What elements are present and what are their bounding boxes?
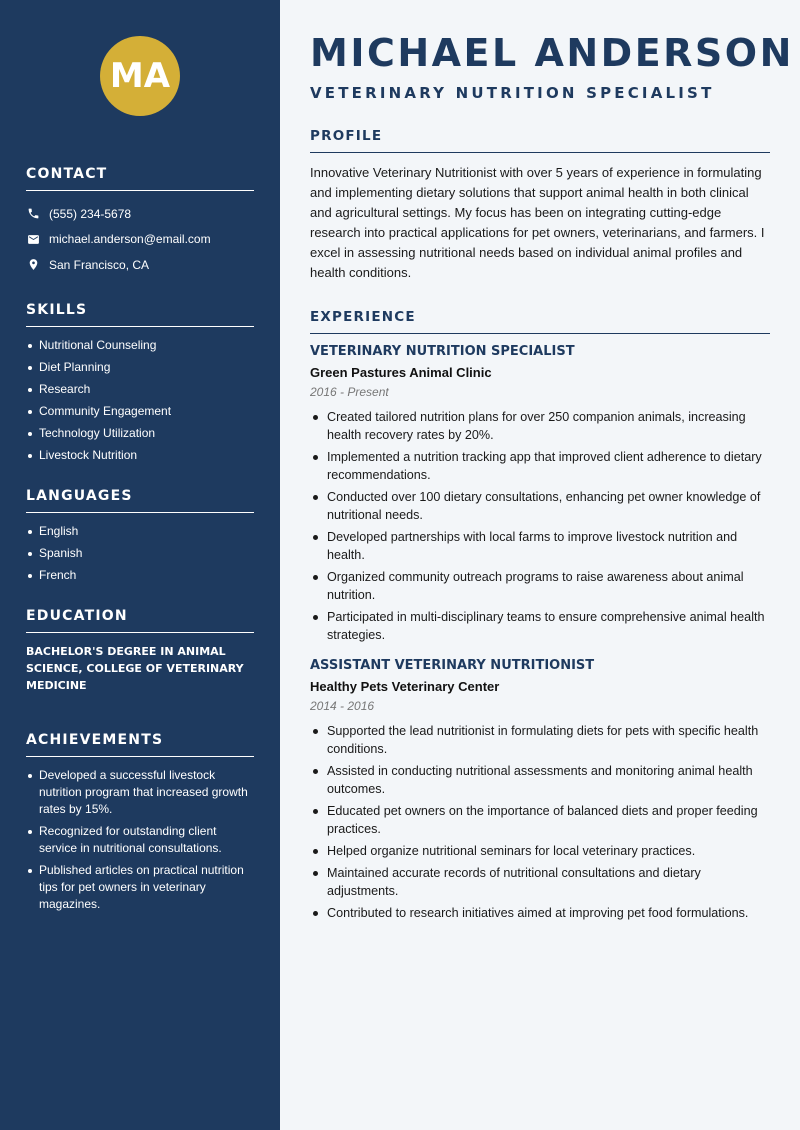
profile-text: Innovative Veterinary Nutritionist with over 5 years of experience in formulating and implementing dietary solutions that support animal health in both clinical and agricultural settings. My focus has been on integrating cutting-edge research into practical applications for pet owners, veterinarians, and farmers. I excel in assessing nutritional needs based on individual animal profiles and health conditions.: [310, 165, 765, 280]
job-bullet: Implemented a nutrition tracking app that improved client adherence to dietary recommendations.: [310, 448, 770, 484]
job-bullets: [310, 408, 770, 644]
job-bullet: Helped organize nutritional seminars for local veterinary practices.: [310, 842, 770, 860]
job-bullet: Supported the lead nutritionist in formulating diets for pets with specific health conditions.: [310, 722, 770, 758]
contact-location: [26, 252, 254, 278]
location-pin-icon: [26, 258, 40, 272]
candidate-title: VETERINARY NUTRITION SPECIALIST: [310, 84, 715, 102]
job-bullet: Contributed to research initiatives aimed at improving pet food formulations.: [310, 904, 770, 922]
skill-item: Nutritional Counseling: [26, 337, 254, 354]
profile-section: [310, 128, 770, 283]
achievement-item: Recognized for outstanding client service in nutritional consultations.: [26, 823, 254, 857]
contact-email: [26, 227, 254, 253]
job-bullet: Developed partnerships with local farms to improve livestock nutrition and health.: [310, 528, 770, 564]
job-bullet: Conducted over 100 dietary consultations, enhancing pet owner knowledge of nutritional needs.: [310, 488, 770, 524]
achievements-heading: ACHIEVEMENTS: [26, 732, 254, 757]
language-item: Spanish: [26, 545, 254, 562]
achievement-item: Published articles on practical nutrition tips for pet owners in veterinary magazines.: [26, 862, 254, 913]
language-item: English: [26, 523, 254, 540]
main-content: [280, 0, 800, 1130]
languages-section: [26, 488, 254, 584]
job-bullets: [310, 722, 770, 922]
job-entry: [310, 658, 770, 922]
candidate-name: MICHAEL ANDERSON: [310, 31, 794, 75]
job-bullet: Educated pet owners on the importance of balanced diets and proper feeding practices.: [310, 802, 770, 838]
skills-heading: SKILLS: [26, 302, 254, 327]
email-text: michael.anderson@email.com: [49, 232, 211, 247]
job-title: ASSISTANT VETERINARY NUTRITIONIST: [310, 658, 595, 673]
job-dates: 2016 - Present: [310, 385, 389, 399]
skill-item: Research: [26, 381, 254, 398]
skill-item: Livestock Nutrition: [26, 447, 254, 464]
job-bullet: Participated in multi-disciplinary teams to ensure comprehensive animal health strategies.: [310, 608, 770, 644]
skill-item: Technology Utilization: [26, 425, 254, 442]
education-section: [26, 608, 254, 694]
languages-heading: LANGUAGES: [26, 488, 254, 513]
skill-item: Community Engagement: [26, 403, 254, 420]
avatar-initials: MA: [109, 56, 171, 96]
skills-list: [26, 337, 254, 464]
contact-section: [26, 166, 254, 278]
job-bullet: Organized community outreach programs to raise awareness about animal nutrition.: [310, 568, 770, 604]
education-heading: EDUCATION: [26, 608, 254, 633]
job-bullet: Assisted in conducting nutritional assessments and monitoring animal health outcomes.: [310, 762, 770, 798]
experience-section: [310, 309, 770, 922]
email-icon: [26, 232, 40, 246]
skill-item: Diet Planning: [26, 359, 254, 376]
achievements-section: [26, 732, 254, 913]
achievements-list: [26, 767, 254, 913]
phone-text: (555) 234-5678: [49, 206, 132, 221]
job-bullet: Maintained accurate records of nutritional consultations and dietary adjustments.: [310, 864, 770, 900]
job-company: Green Pastures Animal Clinic: [310, 365, 492, 380]
avatar: [100, 36, 180, 116]
experience-heading: EXPERIENCE: [310, 309, 770, 334]
job-bullet: Created tailored nutrition plans for over 250 companion animals, increasing health recovery rates by 20%.: [310, 408, 770, 444]
contact-phone: [26, 201, 254, 227]
phone-icon: [26, 207, 40, 221]
sidebar: [0, 0, 280, 1130]
job-company: Healthy Pets Veterinary Center: [310, 679, 500, 694]
contact-heading: CONTACT: [26, 166, 254, 191]
job-entry: [310, 344, 770, 644]
language-item: French: [26, 567, 254, 584]
profile-heading: PROFILE: [310, 128, 770, 153]
job-dates: 2014 - 2016: [310, 699, 375, 713]
location-text: San Francisco, CA: [49, 257, 150, 272]
job-title: VETERINARY NUTRITION SPECIALIST: [310, 344, 575, 359]
languages-list: [26, 523, 254, 584]
achievement-item: Developed a successful livestock nutrition program that increased growth rates by 15%.: [26, 767, 254, 818]
education-degree: BACHELOR'S DEGREE IN ANIMAL SCIENCE, COLLEGE OF VETERINARY MEDICINE: [26, 644, 244, 692]
skills-section: [26, 302, 254, 464]
